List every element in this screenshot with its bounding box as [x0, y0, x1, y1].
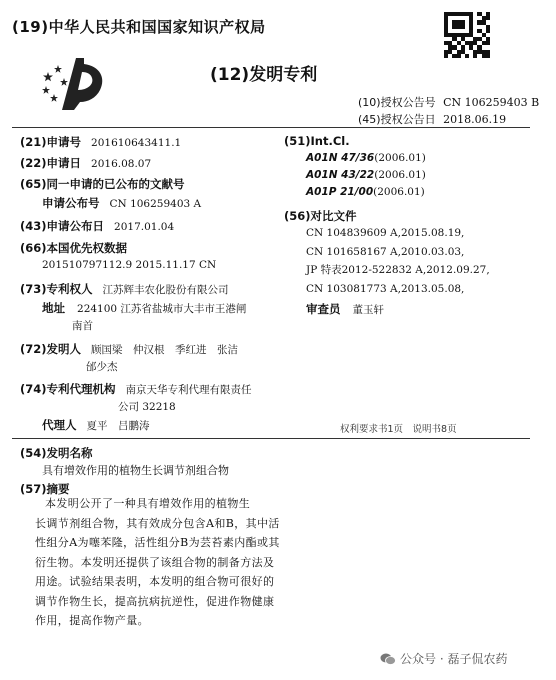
grant-pub-no-row: [358, 94, 539, 110]
body-divider: [12, 438, 530, 439]
intcl-label: (51)Int.Cl.: [284, 134, 350, 148]
grant-pub-date: 2018.06.19: [443, 113, 507, 126]
pub-no: CN 106259403 A: [109, 198, 202, 210]
pub-no-row: [42, 195, 201, 211]
agency-line2: 公司 32218: [118, 401, 176, 413]
page-counts: 权利要求书1页 说明书8页: [340, 424, 457, 435]
grant-pub-no-label: (10)授权公告号: [358, 96, 436, 109]
pub-date-label: (43)申请公布日: [20, 219, 105, 233]
inventor-row: [20, 341, 238, 357]
agency-label: (74)专利代理机构: [20, 382, 116, 396]
abstract-line: 衍生物。本发明还提供了该组合物的制备方法及: [35, 555, 275, 569]
intcl-list: [306, 150, 426, 201]
ref-item: CN 104839609 A,2015.08.19,: [306, 227, 465, 239]
address-line2: 南首: [72, 320, 93, 332]
abstract-line: 长调节剂组合物，其有效成分包含A和B，其中活: [35, 516, 280, 530]
priority-data: 201510797112.9 2015.11.17 CN: [42, 259, 217, 271]
abstract-line: 调节作物生长，提高抗病抗逆性，促进作物健康: [35, 594, 275, 608]
priority-label: (66)本国优先权数据: [20, 241, 128, 255]
pub-no-label: 申请公布号: [42, 196, 100, 210]
watermark: [380, 650, 507, 667]
abstract-label: (57)摘要: [20, 482, 70, 496]
app-no-row: [20, 134, 181, 150]
abstract-line: 本发明公开了一种具有增效作用的植物生: [45, 497, 251, 510]
pub-date: 2017.01.04: [114, 221, 175, 233]
watermark-text: 公众号 · 磊子侃农药: [400, 652, 508, 666]
inventor-label: (72)发明人: [20, 342, 82, 356]
qr-code: [444, 12, 490, 58]
app-date-label: (22)申请日: [20, 156, 82, 170]
document-type: (12)发明专利: [210, 65, 318, 85]
grant-pub-date-row: [358, 111, 506, 127]
patentee-label: (73)专利权人: [20, 282, 93, 296]
intcl-item: A01N 43/22(2006.01): [306, 169, 426, 181]
address-row: [42, 300, 246, 316]
agent-label: 代理人: [42, 418, 77, 432]
intcl-item: A01N 47/36(2006.01): [306, 152, 426, 164]
agency-line1: 南京天华专利代理有限责任: [125, 384, 252, 396]
issuing-office: (19)中华人民共和国国家知识产权局: [12, 18, 266, 36]
ref-item: CN 101658167 A,2010.03.03,: [306, 245, 465, 258]
abstract-text: [35, 494, 280, 631]
title-label: (54)发明名称: [20, 446, 93, 460]
agents: 夏平 吕鹏涛: [86, 420, 150, 432]
app-date: 2016.08.07: [91, 158, 152, 170]
pub-date-row: [20, 218, 174, 234]
wechat-icon: [380, 652, 396, 666]
abstract-line: 用途。试验结果表明，本发明的组合物可很好的: [35, 575, 275, 588]
patentee: 江苏辉丰农化股份有限公司: [102, 284, 229, 296]
ref-item: CN 103081773 A,2013.05.08,: [306, 282, 465, 295]
grant-pub-no: CN 106259403 B: [443, 96, 540, 109]
examiner-row: [306, 301, 384, 317]
examiner: 董玉轩: [352, 304, 385, 316]
ref-item: JP 特表2012-522832 A,2012.09.27,: [306, 264, 490, 276]
abstract-line: 作用，提高作物产量。: [35, 614, 149, 627]
refs-label: (56)对比文件: [284, 209, 357, 223]
same-app-label: (65)同一申请的已公布的文献号: [20, 177, 185, 191]
address-label: 地址: [42, 301, 65, 315]
app-date-row: [20, 155, 151, 171]
inventors-line2: 邰少杰: [86, 361, 118, 373]
agency-row: [20, 381, 252, 397]
agent-row: [42, 417, 150, 433]
grant-pub-date-label: (45)授权公告日: [358, 113, 436, 126]
refs-list: [306, 224, 490, 298]
examiner-label: 审查员: [306, 302, 341, 316]
intcl-item: A01P 21/00(2006.01): [306, 186, 425, 198]
inventors-line1: 顾国梁 仲汉根 季红进 张洁: [91, 344, 239, 356]
app-no: 201610643411.1: [91, 137, 182, 149]
abstract-line: 性组分A为噻苯隆，活性组分B为芸苔素内酯或其: [35, 536, 280, 549]
header-divider: [12, 127, 530, 128]
invention-title: 具有增效作用的植物生长调节剂组合物: [42, 464, 229, 477]
address-line1: 224100 江苏省盐城市大丰市王港闸: [77, 303, 247, 315]
app-no-label: (21)申请号: [20, 135, 82, 149]
cnipa-logo: [40, 52, 116, 112]
patentee-row: [20, 281, 229, 297]
